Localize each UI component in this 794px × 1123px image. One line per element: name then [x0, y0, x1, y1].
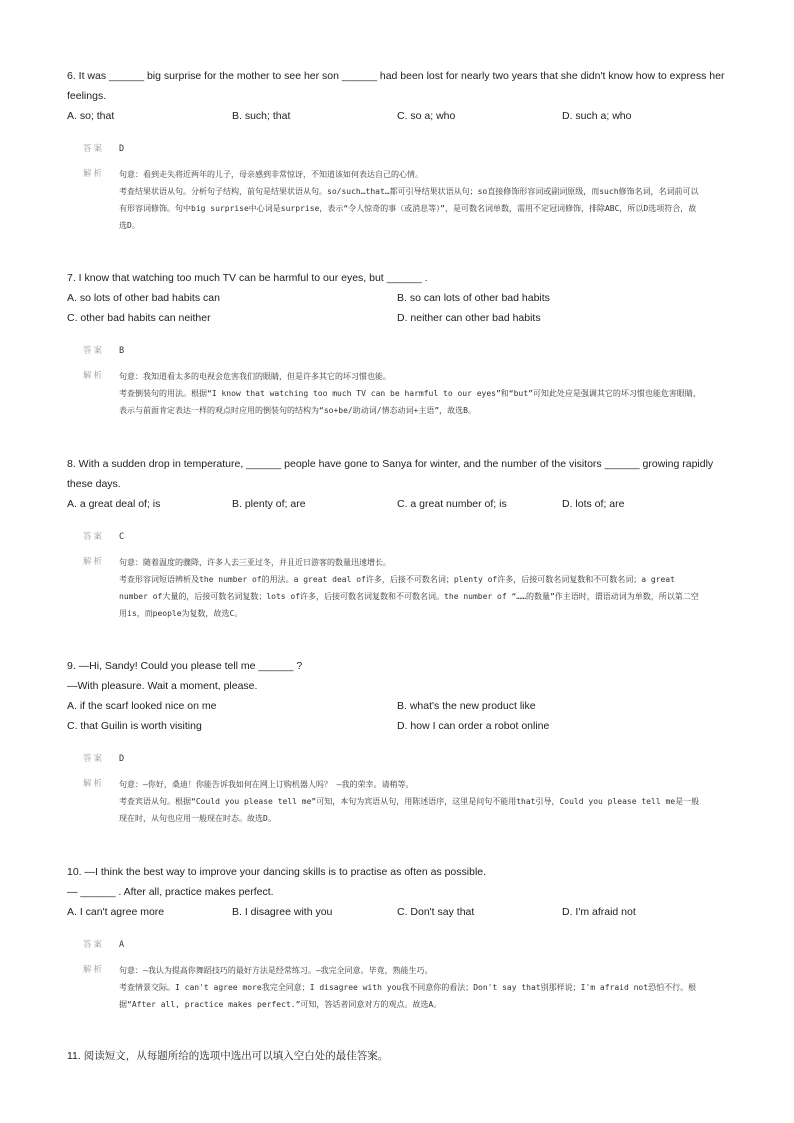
analysis-tag: 解析 [83, 169, 105, 179]
answer-value: D [119, 144, 125, 154]
option-a: A. I can't agree more [67, 906, 165, 918]
explanation-detail: 考查结果状语从句。分析句子结构，前句是结果状语从句。so/such…that…都可引导结果状语从句；so直接修饰形容词或副词原级，而such修饰名词，名词前可以有形容词修饰。句中big surprise中心词是surprise，表示“令人惊奇的事（或消息等）”，是可数名词单数，需用不定冠词修饰，排除ABC，所以D选项符合，故选D。 [119, 187, 699, 230]
answer-row [67, 141, 727, 157]
analysis-tag: 解析 [83, 371, 105, 381]
explanation-detail: 考查情景交际。I can't agree more我完全同意；I disagree with you我不同意你的看法；Don't say that别那样说；I'm afraid not恐怕不行。根据“After all, practice makes perfect.”可知，答话者同意对方的观点。故选A。 [119, 983, 697, 1009]
option-d: D. neither can other bad habits [397, 312, 541, 324]
explanation-detail: 考查倒装句的用法。根据“I know that watching too much TV can be harmful to our eyes”和“but”可知此处应是强调其它的坏习惯也能危害眼睛，表示与前面肯定表达一样的观点时应用的倒装句的结构为“so+be/助动词/情态动词+主语”，故选B。 [119, 389, 701, 415]
answer-value: A [119, 940, 125, 950]
option-b: B. I disagree with you [232, 906, 333, 918]
option-a: A. if the scarf looked nice on me [67, 700, 217, 712]
answer-tag: 答案 [83, 754, 105, 764]
answer-tag: 答案 [83, 144, 105, 154]
options-row [67, 106, 727, 126]
question-6 [67, 66, 727, 234]
option-d: D. I'm afraid not [562, 906, 636, 918]
answer-value: C [119, 532, 125, 542]
options-row [67, 308, 727, 328]
explanation-translation: 句意：—我认为提高你舞蹈技巧的最好方法是经常练习。—我完全同意。毕竟，熟能生巧。 [119, 966, 433, 975]
answer-row [67, 343, 727, 359]
explanation-translation: 句意：我知道看太多的电视会危害我们的眼睛，但是许多其它的坏习惯也能。 [119, 372, 391, 381]
answer-row [67, 937, 727, 953]
option-a: A. so; that [67, 110, 115, 122]
question-11-heading: 11. 阅读短文，从每题所给的选项中选出可以填入空白处的最佳答案。 [67, 1050, 389, 1062]
explanation-detail: 考查宾语从句。根据“Could you please tell me”可知，本句为宾语从句，用陈述语序，这里是问句不能用that引导，Could you please tell me是一般现在时，从句也应用一般现在时态。故选D。 [119, 797, 700, 823]
explanation [67, 554, 727, 622]
question-stem: 7. I know that watching too much TV can be harmful to our eyes, but ______ . [67, 272, 428, 284]
option-b: B. so can lots of other bad habits [397, 292, 550, 304]
explanation-translation: 句意：随着温度的骤降，许多人去三亚过冬，并且近日游客的数量迅速增长。 [119, 558, 391, 567]
options-row [67, 902, 727, 922]
options-row [67, 696, 727, 716]
question-8 [67, 454, 727, 622]
option-b: B. what's the new product like [397, 700, 536, 712]
option-b: B. plenty of; are [232, 498, 306, 510]
explanation [67, 776, 727, 827]
option-a: A. a great deal of; is [67, 498, 161, 510]
explanation [67, 368, 727, 419]
options-row [67, 494, 727, 514]
option-b: B. such; that [232, 110, 291, 122]
answer-tag: 答案 [83, 532, 105, 542]
option-c: C. so a; who [397, 110, 456, 122]
explanation-translation: 句意：—你好，桑迪！你能告诉我如何在网上订购机器人吗？ —我的荣幸。请稍等。 [119, 780, 414, 789]
explanation-detail: 考查形容词短语辨析及the number of的用法。a great deal of许多，后接不可数名词；plenty of许多，后接可数名词复数和不可数名词；a great number of大量的，后接可数名词复数；lots of许多，后接可数名词复数和不可数名词。the number of “……的数量”作主语时，谓语动词为单数，所以第二空用is，而people为复数，故选C。 [119, 575, 699, 618]
option-c: C. a great number of; is [397, 498, 507, 510]
question-9 [67, 656, 727, 827]
question-stem: 6. It was ______ big surprise for the mother to see her son ______ had been lost for nearly two years that she didn't know how to express her feelings. [67, 70, 725, 102]
question-7 [67, 268, 727, 419]
option-c: C. Don't say that [397, 906, 475, 918]
analysis-tag: 解析 [83, 965, 105, 975]
question-stem: 10. —I think the best way to improve your dancing skills is to practise as often as possible. — ______ . After all, practice makes perfect. [67, 866, 487, 898]
question-stem: 9. —Hi, Sandy! Could you please tell me ______ ? —With pleasure. Wait a moment, please. [67, 660, 303, 692]
answer-value: D [119, 754, 125, 764]
option-d: D. such a; who [562, 110, 632, 122]
answer-value: B [119, 346, 125, 356]
question-10 [67, 862, 727, 1013]
answer-tag: 答案 [83, 940, 105, 950]
answer-row [67, 751, 727, 767]
explanation [67, 962, 727, 1013]
options-row [67, 716, 727, 736]
option-d: D. lots of; are [562, 498, 625, 510]
analysis-tag: 解析 [83, 557, 105, 567]
explanation-translation: 句意：看到走失将近两年的儿子，母亲感到非常惊讶，不知道该如何表达自己的心情。 [119, 170, 423, 179]
options-row [67, 288, 727, 308]
answer-tag: 答案 [83, 346, 105, 356]
analysis-tag: 解析 [83, 779, 105, 789]
option-c: C. that Guilin is worth visiting [67, 720, 202, 732]
option-a: A. so lots of other bad habits can [67, 292, 220, 304]
answer-row [67, 529, 727, 545]
option-c: C. other bad habits can neither [67, 312, 211, 324]
option-d: D. how I can order a robot online [397, 720, 550, 732]
explanation [67, 166, 727, 234]
question-stem: 8. With a sudden drop in temperature, ______ people have gone to Sanya for winter, and the number of the visitors ______ growing rapidly these days. [67, 458, 714, 490]
